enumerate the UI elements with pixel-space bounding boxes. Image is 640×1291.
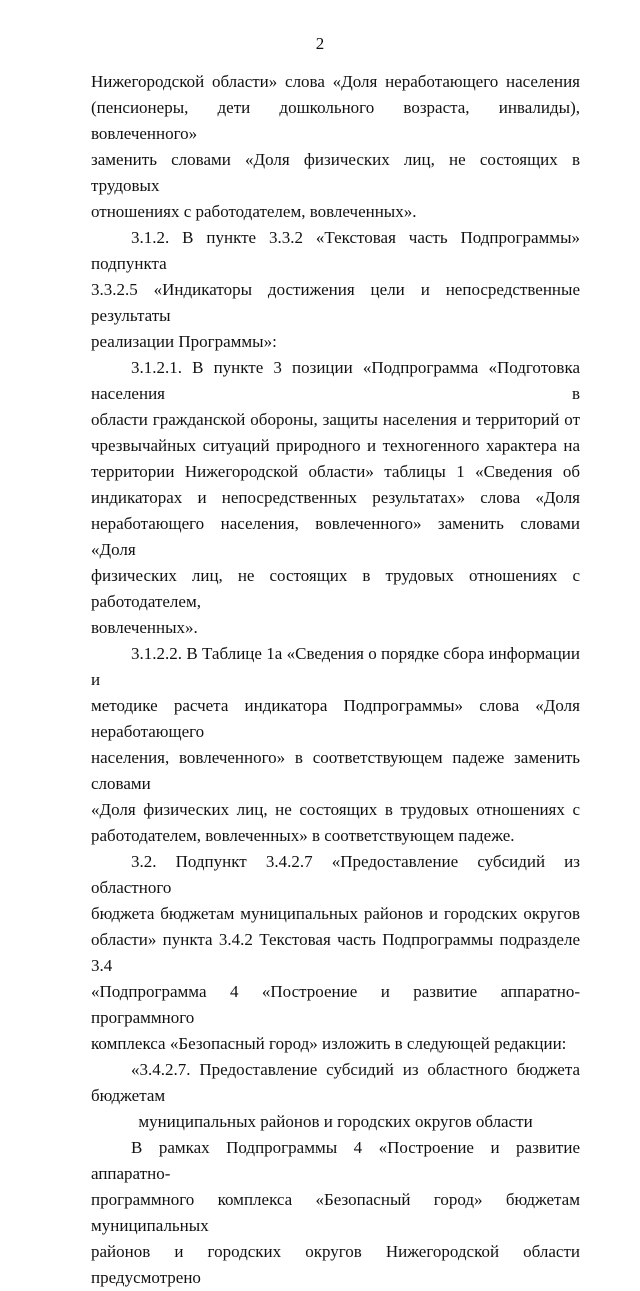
heading-line: «3.4.2.7. Предоставление субсидий из областного бюджета бюджетам [91,1060,580,1105]
line: заменить словами «Доля физических лиц, не состоящих в трудовых [91,150,580,195]
line: чрезвычайных ситуаций природного и техногенного характера на [91,436,580,455]
line: физических лиц, не состоящих в трудовых отношениях с работодателем, [91,566,580,611]
line: вовлеченных». [91,618,198,637]
paragraph-1 [91,69,580,225]
line: области гражданской обороны, защиты населения и территорий от [91,410,580,429]
line: Нижегородской области» слова «Доля неработающего населения [91,72,580,91]
heading-line: муниципальных районов и городских округов области [138,1112,533,1131]
line: индикаторах и непосредственных результатах» слова «Доля [91,488,580,507]
line: 3.1.2.2. В Таблице 1а «Сведения о порядке сбора информации и [91,644,580,689]
line: районов и городских округов Нижегородской области предусмотрено [91,1242,580,1287]
paragraph-final [91,1135,580,1291]
line: методике расчета индикатора Подпрограммы» слова «Доля неработающего [91,696,580,741]
page-number: 2 [315,34,325,53]
line: программного комплекса «Безопасный город» бюджетам муниципальных [91,1190,580,1235]
line: реализации Программы»: [91,332,277,351]
line: 3.2. Подпункт 3.4.2.7 «Предоставление субсидий из областного [91,852,580,897]
line: «Подпрограмма 4 «Построение и развитие аппаратно-программного [91,982,580,1027]
quoted-heading [91,1057,580,1135]
line: области» пункта 3.4.2 Текстовая часть Подпрограммы подразделе 3.4 [91,930,580,975]
line: работодателем, вовлеченных» в соответствующем падеже. [91,826,515,845]
line: отношениях с работодателем, вовлеченных». [91,202,417,221]
line: 3.3.2.5 «Индикаторы достижения цели и непосредственные результаты [91,280,580,325]
line: 3.1.2. В пункте 3.3.2 «Текстовая часть Подпрограммы» подпункта [91,228,580,273]
paragraph-2 [91,225,580,355]
line: (пенсионеры, дети дошкольного возраста, инвалиды), вовлеченного» [91,98,580,143]
line: комплекса «Безопасный город» изложить в следующей редакции: [91,1034,567,1053]
paragraph-4 [91,641,580,849]
line: населения, вовлеченного» в соответствующем падеже заменить словами [91,748,580,793]
line: территории Нижегородской области» таблицы 1 «Сведения об [91,462,580,481]
line: бюджета бюджетам муниципальных районов и городских округов [91,904,580,923]
line: «Доля физических лиц, не состоящих в трудовых отношениях с [91,800,580,819]
line: В рамках Подпрограммы 4 «Построение и развитие аппаратно- [91,1138,580,1183]
document-body [91,69,580,1291]
line: 3.1.2.1. В пункте 3 позиции «Подпрограмма «Подготовка населения в [91,358,580,403]
paragraph-3 [91,355,580,641]
line: неработающего населения, вовлеченного» заменить словами «Доля [91,514,580,559]
paragraph-5 [91,849,580,1057]
